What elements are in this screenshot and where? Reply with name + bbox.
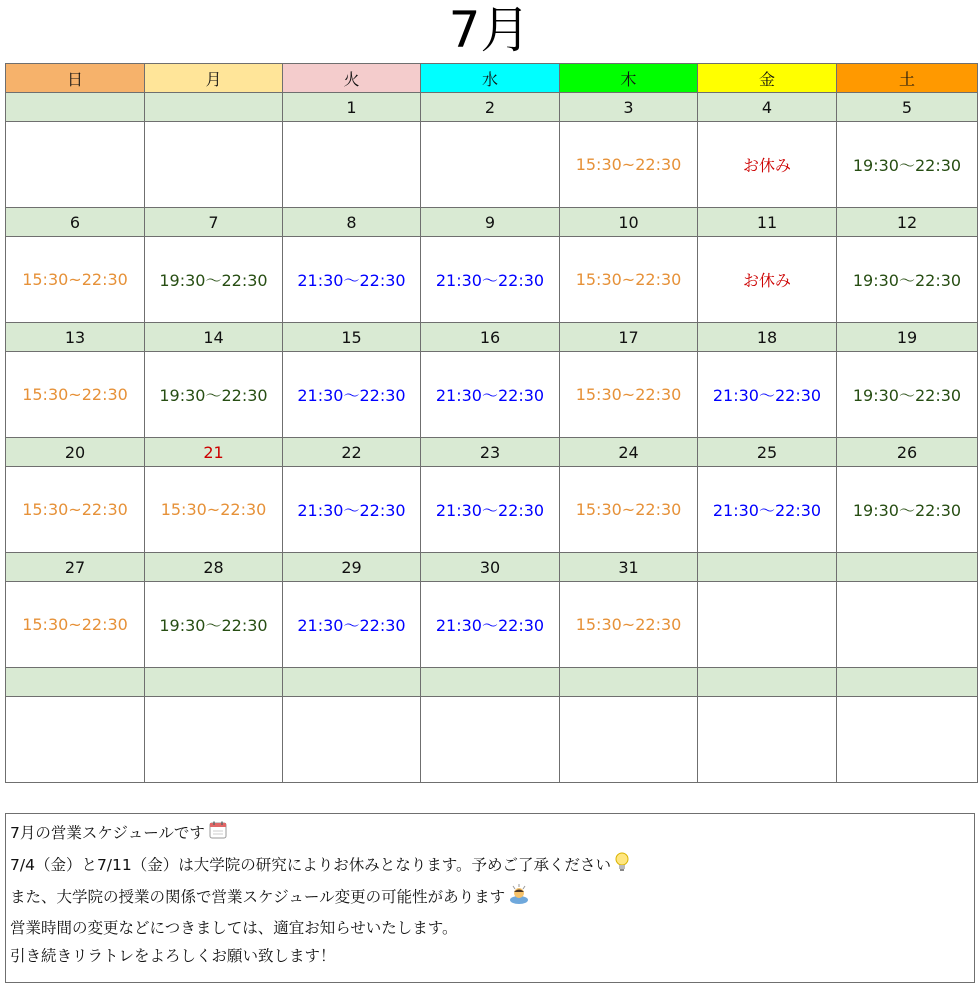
date-cell-mon: 14 bbox=[145, 323, 283, 352]
note-text: 7月の営業スケジュールです bbox=[10, 824, 205, 842]
date-cell-mon: 21 bbox=[145, 438, 283, 467]
weekday-header-tue: 火 bbox=[283, 64, 421, 93]
note-text: また、大学院の授業の関係で営業スケジュール変更の可能性があります bbox=[10, 888, 506, 906]
note-line bbox=[10, 916, 970, 944]
date-cell-tue: 29 bbox=[283, 553, 421, 582]
date-cell-mon: 28 bbox=[145, 553, 283, 582]
hours-cell-fri: お休み bbox=[698, 122, 837, 208]
date-cell-thu: 3 bbox=[560, 93, 698, 122]
weekday-header-thu: 木 bbox=[560, 64, 698, 93]
date-cell-fri: 11 bbox=[698, 208, 837, 237]
hours-row bbox=[6, 582, 978, 668]
date-cell-tue: 1 bbox=[283, 93, 421, 122]
hours-cell-fri: 21:30〜22:30 bbox=[698, 467, 837, 553]
hours-cell-thu: 15:30~22:30 bbox=[560, 237, 698, 323]
hours-cell-thu: 15:30~22:30 bbox=[560, 122, 698, 208]
month-title: 7月 bbox=[448, 1, 531, 59]
hours-cell-fri bbox=[698, 697, 837, 783]
weekday-header-mon: 月 bbox=[145, 64, 283, 93]
date-cell-wed: 16 bbox=[421, 323, 560, 352]
note-line bbox=[10, 820, 970, 852]
hours-cell-thu: 15:30~22:30 bbox=[560, 352, 698, 438]
hours-cell-thu: 15:30~22:30 bbox=[560, 582, 698, 668]
hours-cell-fri: お休み bbox=[698, 237, 837, 323]
hours-cell-wed: 21:30〜22:30 bbox=[421, 582, 560, 668]
date-cell-sat bbox=[837, 668, 978, 697]
weekday-header-row bbox=[6, 64, 978, 93]
date-cell-fri bbox=[698, 553, 837, 582]
hours-cell-sun bbox=[6, 122, 145, 208]
hours-cell-fri: 21:30〜22:30 bbox=[698, 352, 837, 438]
date-cell-sat: 26 bbox=[837, 438, 978, 467]
date-cell-sun bbox=[6, 93, 145, 122]
hours-row bbox=[6, 697, 978, 783]
hours-row bbox=[6, 122, 978, 208]
hours-cell-tue: 21:30〜22:30 bbox=[283, 467, 421, 553]
note-text: 引き続きリラトレをよろしくお願い致します！ bbox=[10, 947, 336, 965]
hours-cell-sun bbox=[6, 697, 145, 783]
hours-cell-sat: 19:30〜22:30 bbox=[837, 122, 978, 208]
date-cell-wed: 9 bbox=[421, 208, 560, 237]
hours-cell-tue: 21:30〜22:30 bbox=[283, 582, 421, 668]
calendar-icon bbox=[208, 820, 228, 847]
hours-cell-sat bbox=[837, 697, 978, 783]
date-row bbox=[6, 553, 978, 582]
note-line bbox=[10, 852, 970, 884]
date-cell-fri: 18 bbox=[698, 323, 837, 352]
date-cell-sun bbox=[6, 668, 145, 697]
date-cell-wed: 23 bbox=[421, 438, 560, 467]
hours-cell-tue bbox=[283, 697, 421, 783]
hours-cell-sun: 15:30~22:30 bbox=[6, 582, 145, 668]
hours-cell-thu bbox=[560, 697, 698, 783]
date-cell-thu: 31 bbox=[560, 553, 698, 582]
note-text: 営業時間の変更などにつきましては、適宜お知らせいたします。 bbox=[10, 919, 458, 937]
date-cell-fri bbox=[698, 668, 837, 697]
hours-cell-wed bbox=[421, 122, 560, 208]
date-cell-sat bbox=[837, 553, 978, 582]
date-cell-thu bbox=[560, 668, 698, 697]
date-cell-thu: 17 bbox=[560, 323, 698, 352]
hours-cell-wed: 21:30〜22:30 bbox=[421, 352, 560, 438]
date-cell-mon bbox=[145, 668, 283, 697]
hours-cell-sat: 19:30〜22:30 bbox=[837, 352, 978, 438]
date-cell-sun: 6 bbox=[6, 208, 145, 237]
hours-cell-mon bbox=[145, 697, 283, 783]
hours-cell-sat: 19:30〜22:30 bbox=[837, 467, 978, 553]
lightbulb-icon bbox=[614, 852, 630, 879]
date-cell-tue bbox=[283, 668, 421, 697]
hours-cell-mon: 19:30〜22:30 bbox=[145, 237, 283, 323]
date-row bbox=[6, 323, 978, 352]
hours-cell-tue: 21:30〜22:30 bbox=[283, 352, 421, 438]
date-cell-sun: 27 bbox=[6, 553, 145, 582]
hours-cell-mon bbox=[145, 122, 283, 208]
date-row bbox=[6, 208, 978, 237]
date-cell-mon: 7 bbox=[145, 208, 283, 237]
hours-row bbox=[6, 237, 978, 323]
date-cell-sat: 12 bbox=[837, 208, 978, 237]
hours-cell-sun: 15:30~22:30 bbox=[6, 467, 145, 553]
date-cell-fri: 4 bbox=[698, 93, 837, 122]
date-cell-fri: 25 bbox=[698, 438, 837, 467]
note-line bbox=[10, 884, 970, 916]
hours-cell-thu: 15:30~22:30 bbox=[560, 467, 698, 553]
hours-cell-mon: 19:30〜22:30 bbox=[145, 352, 283, 438]
date-cell-sun: 13 bbox=[6, 323, 145, 352]
date-cell-mon bbox=[145, 93, 283, 122]
weekday-header-sun: 日 bbox=[6, 64, 145, 93]
hours-row bbox=[6, 352, 978, 438]
hours-cell-wed: 21:30〜22:30 bbox=[421, 467, 560, 553]
date-cell-wed: 2 bbox=[421, 93, 560, 122]
note-text: 7/4（金）と7/11（金）は大学院の研究によりお休みとなります。予めご了承ください bbox=[10, 856, 612, 874]
date-cell-tue: 8 bbox=[283, 208, 421, 237]
date-row bbox=[6, 93, 978, 122]
calendar-grid bbox=[5, 63, 978, 783]
hours-cell-sun: 15:30~22:30 bbox=[6, 352, 145, 438]
date-cell-tue: 15 bbox=[283, 323, 421, 352]
hours-cell-wed: 21:30〜22:30 bbox=[421, 237, 560, 323]
hours-cell-fri bbox=[698, 582, 837, 668]
notes-box bbox=[5, 813, 975, 983]
date-cell-thu: 24 bbox=[560, 438, 698, 467]
date-cell-sun: 20 bbox=[6, 438, 145, 467]
date-cell-thu: 10 bbox=[560, 208, 698, 237]
hours-cell-tue: 21:30〜22:30 bbox=[283, 237, 421, 323]
date-cell-tue: 22 bbox=[283, 438, 421, 467]
date-cell-wed bbox=[421, 668, 560, 697]
weekday-header-fri: 金 bbox=[698, 64, 837, 93]
hours-cell-sat bbox=[837, 582, 978, 668]
date-cell-sat: 19 bbox=[837, 323, 978, 352]
hours-row bbox=[6, 467, 978, 553]
hours-cell-sun: 15:30~22:30 bbox=[6, 237, 145, 323]
note-line bbox=[10, 944, 970, 972]
date-row bbox=[6, 438, 978, 467]
hours-cell-mon: 15:30~22:30 bbox=[145, 467, 283, 553]
weekday-header-wed: 水 bbox=[421, 64, 560, 93]
date-cell-sat: 5 bbox=[837, 93, 978, 122]
weekday-header-sat: 土 bbox=[837, 64, 978, 93]
date-row bbox=[6, 668, 978, 697]
hours-cell-mon: 19:30〜22:30 bbox=[145, 582, 283, 668]
hours-cell-sat: 19:30〜22:30 bbox=[837, 237, 978, 323]
hours-cell-wed bbox=[421, 697, 560, 783]
bowing-person-icon bbox=[508, 884, 530, 911]
date-cell-wed: 30 bbox=[421, 553, 560, 582]
hours-cell-tue bbox=[283, 122, 421, 208]
